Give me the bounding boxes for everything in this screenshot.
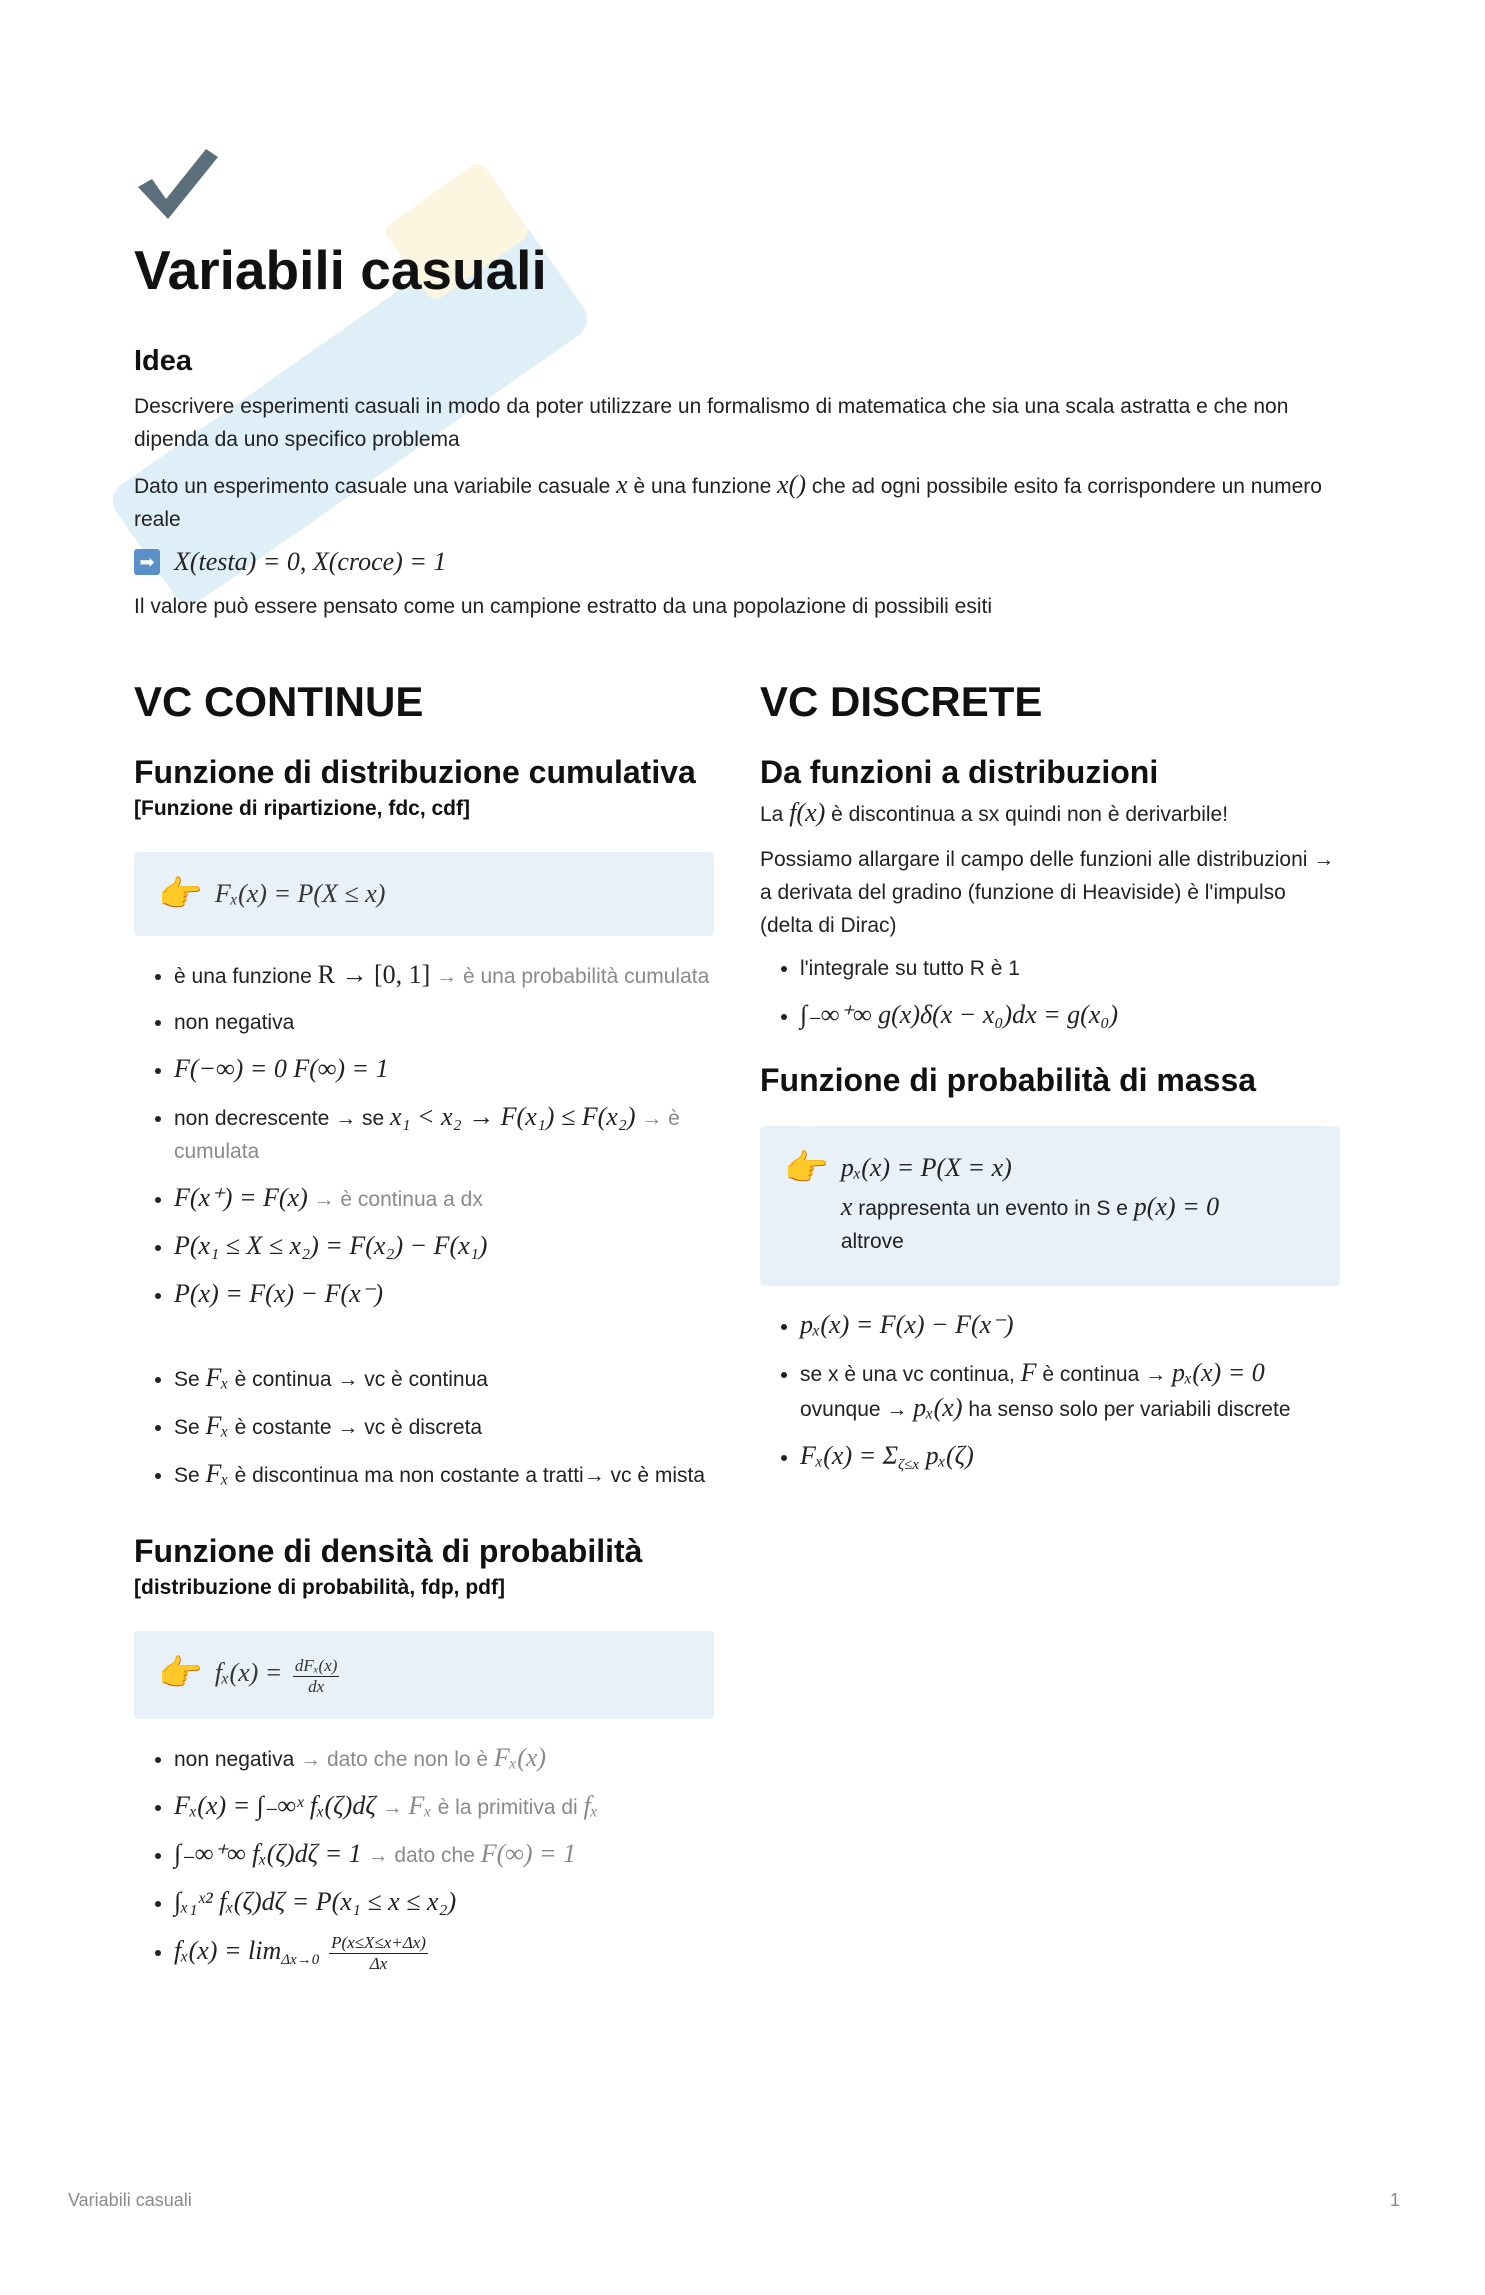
idea-paragraph-3: Il valore può essere pensato come un campione estratto da una popolazione di possibili esiti [134,595,993,618]
cdf-heading: Funzione di distribuzione cumulativa [134,754,696,790]
list-item: • F(x⁺) = F(x) → è continua a dx [174,1181,714,1216]
list-item: • P(x₁ ≤ X ≤ x₂) = F(x₂) − F(x₁) [174,1229,714,1264]
p2-math-fx: x() [777,470,806,499]
page-number: 1 [1390,2190,1401,2210]
list-item: • pₓ(x) = F(x) − F(x⁻) [800,1308,1340,1343]
list-item: • ∫₋∞⁺∞ g(x)δ(x − x₀)dx = g(x₀) [800,998,1340,1033]
idea-example [134,545,1339,578]
idea-heading: Idea [134,345,193,377]
list-item: • non negativa [174,1006,714,1039]
cdf-formula: Fₓ(x) = P(X ≤ x) [214,879,386,908]
p2-math-x: x [616,470,628,499]
list-item: • è una funzione R → [0, 1] → è una probabilità cumulata [174,958,714,993]
pmf-list [760,1308,1340,1482]
pdf-heading: Funzione di densità di probabilità [134,1533,643,1569]
right-arrow-icon: ➡ [134,549,160,575]
dist-list [760,952,1340,1033]
p2-text-c: che ad ogni possibile esito fa corrispondere un numero reale [134,475,1322,531]
pdf-callout [134,1631,714,1719]
pmf-callout-body [841,1146,1219,1258]
continuous-heading: VC CONTINUE [134,678,424,725]
list-item: • Se Fₓ è continua → vc è continua [174,1361,714,1396]
list-item: • F(−∞) = 0 F(∞) = 1 [174,1052,714,1087]
dist-paragraph-2: Possiamo allargare il campo delle funzioni alle distribuzioni → a derivata del gradino (funzione di Heaviside) è l'impulso (delta di Dirac) [760,848,1335,937]
pmf-formula: pₓ(x) = P(X = x) [840,1153,1012,1182]
pointing-hand-icon: 👉 [158,1652,203,1693]
footer-title: Variabili casuali [68,2190,192,2210]
pmf-callout [760,1126,1340,1286]
pmf-heading: Funzione di probabilità di massa [760,1062,1257,1098]
list-item: • Se Fₓ è costante → vc è discreta [174,1409,714,1444]
pmf-description: x rappresenta un evento in S e p(x) = 0 [840,1192,1220,1221]
dist-heading: Da funzioni a distribuzioni [760,754,1159,790]
cdf-properties-list [134,958,714,1312]
list-item: • non decrescente → se x₁ < x₂ → F(x₁) ≤ F(x₂) → è cumulata [174,1100,714,1168]
idea-paragraph-2 [134,468,1339,536]
list-item: • Fₓ(x) = ∫₋∞ˣ fₓ(ζ)dζ → Fₓ è la primitiva di fₓ [174,1789,714,1824]
pdf-subheading: [distribuzione di probabilità, fdp, pdf] [134,1576,505,1599]
list-item: • non negativa → dato che non lo è Fₓ(x) [174,1741,714,1776]
pmf-description-2: altrove [840,1230,904,1253]
pdf-formula: fₓ(x) = $\frac{\text{dFₓ(x)}}{dx}$ [214,1656,338,1697]
pointing-hand-icon: 👉 [784,1147,829,1188]
dist-paragraph-1: La f(x) è discontinua a sx quindi non è derivarbile! [760,798,1229,827]
list-item: • ∫₋∞⁺∞ fₓ(ζ)dζ = 1 → dato che F(∞) = 1 [174,1837,714,1872]
column-continuous [134,672,714,1990]
p2-text-b: è una funzione [627,475,778,498]
list-item: • $F_x(x) = \Sigma_{\zeta\le x}$ pₓ(ζ) [800,1439,1340,1482]
p2-text-a: Dato un esperimento casuale una variabile casuale [134,475,617,498]
list-item: • P(x) = F(x) − F(x⁻) [174,1277,714,1312]
list-item: • l'integrale su tutto R è 1 [800,952,1340,985]
cdf-type-list [134,1361,714,1492]
pdf-properties-list [134,1741,714,1977]
list-item: • Se Fₓ è discontinua ma non costante a tratti→ vc è mista [174,1457,714,1492]
discrete-heading: VC DISCRETE [760,678,1043,725]
idea-paragraph-1: Descrivere esperimenti casuali in modo da poter utilizzare un formalismo di matematica che sia una scala astratta e che non dipenda da uno specifico problema [134,395,1289,451]
list-item: • $f_x(x) = \lim_{\Delta x\to 0}$ $\frac{P(x\le X\le x+\Delta x)}{\Delta x}$ [174,1933,714,1977]
example-formula: X(testa) = 0, X(croce) = 1 [174,547,447,576]
page-title: Variabili casuali [134,239,547,301]
list-item: • ∫ₓ₁ˣ² fₓ(ζ)dζ = P(x₁ ≤ x ≤ x₂) [174,1885,714,1920]
cdf-subheading: [Funzione di ripartizione, fdc, cdf] [134,797,470,820]
heavy-check-mark-icon [134,143,220,223]
list-item: • se x è una vc continua, F è continua → pₓ(x) = 0 ovunque → pₓ(x) ha senso solo per variabili discrete [800,1356,1340,1426]
cdf-callout [134,852,714,936]
pointing-hand-icon: 👉 [158,873,203,914]
column-discrete [760,672,1340,1495]
